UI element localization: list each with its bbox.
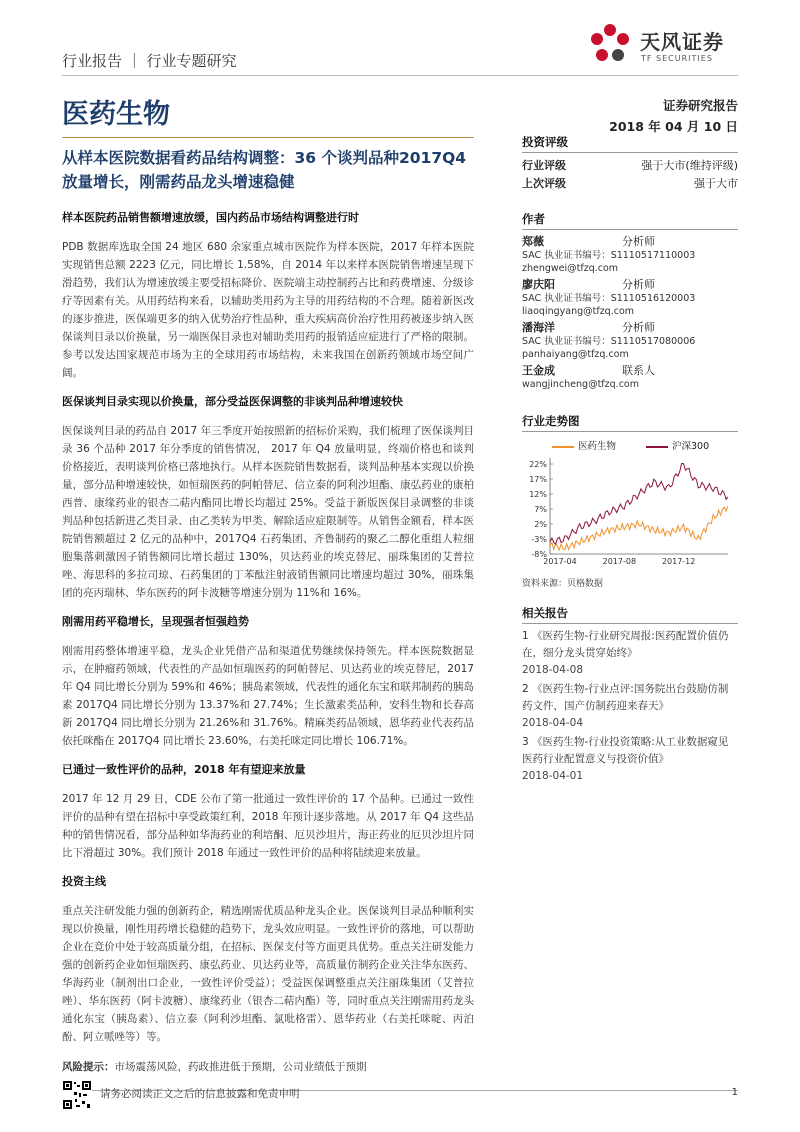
- section-heading: 已通过一致性评价的品种，2018 年有望迎来放量: [62, 763, 306, 776]
- sidebar: [522, 134, 738, 787]
- author-item: [522, 363, 738, 391]
- y-tick-label: -3%: [531, 535, 547, 544]
- section-heading: 医保谈判目录实现以价换量，部分受益医保调整的非谈判品种增速较快: [62, 395, 403, 408]
- author-role: 联系人: [622, 364, 655, 377]
- related-item[interactable]: 1 《医药生物-行业研究周报:医药配置价值仍在，细分龙头贯穿始终》: [522, 630, 729, 659]
- main-body: [62, 210, 474, 1088]
- y-tick-label: 12%: [529, 490, 547, 499]
- page-number: 1: [731, 1087, 738, 1098]
- y-tick-label: 7%: [534, 505, 547, 514]
- related-title: 相关报告: [522, 605, 738, 624]
- trend-chart: [522, 438, 738, 589]
- section-heading: 刚需用药平稳增长，呈现强者恒强趋势: [62, 615, 249, 628]
- section-heading: 投资主线: [62, 875, 106, 888]
- author-email[interactable]: panhaiyang@tfzq.com: [522, 349, 629, 360]
- rating-key: 上次评级: [522, 177, 566, 190]
- sector-title: 医药生物: [62, 99, 170, 130]
- section-paragraph: PDB 数据库选取全国 24 地区 680 余家重点城市医院作为样本医院，2017 年样本医院实现销售总额 2223 亿元，同比增长 1.58%，自 2014 年以来样本医院销售增速呈现下滑趋势，我们认为增速放缓主要受招标降价、医院端主动控制药占比和药费增速、分级诊疗等因素有关。从用药结构来看，以辅助类用药为主导的用药结构的不合理。随着新医改的逐步推进，医保端更多的纳入优势治疗性品种，重大疾病高价治疗性用药被逐步纳入医保谈判目录以价换量，另一端医保目录也对辅助类用药的报销适应症进行了严格的限制。参考以发达国家规范市场为主的全球用药市场结构，未来我国在创新药领域市场空间广阔。: [62, 241, 474, 379]
- series-line-1: [550, 464, 728, 545]
- rating-title: 投资评级: [522, 134, 738, 153]
- y-tick-label: 2%: [534, 520, 547, 529]
- author-cert: SAC 执业证书编号：S1110517110003: [522, 250, 696, 261]
- author-role: 分析师: [622, 321, 655, 334]
- risk-text: 市场震荡风险，药政推进低于预期，公司业绩低于预期: [114, 1061, 367, 1073]
- risk-label: 风险提示：: [62, 1061, 115, 1073]
- y-tick-label: 22%: [529, 460, 547, 469]
- section-paragraph: 2017 年 12 月 29 日，CDE 公布了第一批通过一致性评价的 17 个品种。已通过一致性评价的品种有望在招标中享受政策红利，2018 年预计逐步落地。从 2017 年 Q4 这些品种的销售情况看，部分品种如华海药业的利培酮、厄贝沙坦片，海正药业的厄贝沙坦片同比下滑超过 30%。我们预计 2018 年通过一致性评价的品种将陆续迎来放量。: [62, 793, 474, 859]
- report-category: 行业报告 ｜ 行业专题研究: [62, 52, 237, 70]
- author-item: [522, 277, 738, 318]
- risk-note: [62, 1058, 474, 1076]
- header-divider: [62, 75, 738, 76]
- related-list: [522, 628, 738, 785]
- author-item: [522, 320, 738, 361]
- report-title: 从样本医院数据看药品结构调整：36 个谈判品种2017Q4 放量增长，刚需药品龙头增速稳健: [62, 149, 467, 191]
- logo-subtext: TF SECURITIES: [641, 54, 713, 63]
- related-date: 2018-04-01: [522, 770, 584, 782]
- logo-text: 天风证券: [640, 30, 724, 54]
- legend-item: 医药生物: [552, 438, 616, 452]
- x-tick-label: 2017-12: [661, 557, 696, 566]
- rating-key: 行业评级: [522, 159, 566, 172]
- section-paragraph: 医保谈判目录的药品自 2017 年三季度开始按照新的招标价采购，我们梳理了医保谈判目录 36 个品种 2017 年分季度的销售情况， 2017 年 Q4 放量明显，终端价格也和谈判价格接近，表明谈判价格已落地执行。从样本医院销售数据看，谈判品种基本实现以价换量，部分品种增速较快，如恒瑞医药的阿帕替尼、信立泰的阿利沙坦酯、康弘药业的康柏西普、康缘药业的银杏二萜内酯同比增长均超过 25%。受益于新版医保目录调整的非谈判品种包括新进乙类目录、由乙类转为甲类、解除适应症限制等。从销售金额看，样本医院销售额超过 2 亿元的品种中，2017Q4 石药集团、齐鲁制药的聚乙二醇化重组人粒细胞集落刺激因子销售额同比增长超过 130%，贝达药业的埃克替尼、丽珠集团的艾普拉唑、海思科的多拉司琼、石药集团的丁苯酞注射液销售额同比增速均超过 30%，丽珠集团的亮丙瑞林、华东医药的阿卡波糖等增速分别为 11%和 16%。: [62, 425, 474, 599]
- rating-value: 强于大市(维持评级): [641, 159, 738, 172]
- disclaimer: 请务必阅读正文之后的信息披露和免责申明: [100, 1088, 300, 1100]
- rating-row: [522, 175, 738, 193]
- chart-legend: [522, 438, 738, 452]
- author-cert: SAC 执业证书编号：S1110516120003: [522, 293, 696, 304]
- series-line-0: [550, 506, 728, 550]
- chart-source: 资料来源：贝格数据: [522, 579, 604, 589]
- author-email[interactable]: wangjincheng@tfzq.com: [522, 379, 639, 390]
- section-paragraph: 刚需用药整体增速平稳，龙头企业凭借产品和渠道优势继续保持领先。样本医院数据显示，在肿瘤药领域，代表性的产品如恒瑞医药的阿帕替尼、贝达药业的埃克替尼，2017 年 Q4 同比增长分别为 59%和 46%；胰岛素领域，代表性的通化东宝和联邦制药的胰岛素 2017Q4 同比增长分别为 13.37%和 27.74%；生长激素类品种，安科生物和长春高新 2017Q4 同比增长分别为 21.26%和 31.76%。精麻类药品领域，恩华药业代表药品依托咪酯在 2017Q4 同比增长 23.60%，右美托咪定同比增长 106.71%。: [62, 645, 474, 747]
- related-date: 2018-04-08: [522, 664, 584, 676]
- author-name: 廖庆阳: [522, 278, 555, 291]
- related-item[interactable]: 3 《医药生物-行业投资策略:从工业数据窥见医药行业配置意义与投资价值》: [522, 736, 729, 765]
- author-cert: SAC 执业证书编号：S1110517080006: [522, 336, 696, 347]
- legend-item: 沪深300: [646, 438, 709, 452]
- section-heading: 样本医院药品销售额增速放缓，国内药品市场结构调整进行时: [62, 211, 359, 224]
- rating-row: [522, 157, 738, 175]
- title-divider: [62, 137, 474, 138]
- related-item[interactable]: 2 《医药生物-行业点评:国务院出台鼓励仿制药文件，国产仿制药迎来春天》: [522, 683, 729, 712]
- chart-title: 行业走势图: [522, 413, 738, 432]
- x-tick-label: 2017-08: [602, 557, 637, 566]
- qr-code-icon: [62, 1080, 92, 1110]
- author-role: 分析师: [622, 235, 655, 248]
- trend-chart-svg: [522, 454, 738, 570]
- y-tick-label: -8%: [531, 550, 547, 559]
- author-name: 潘海洋: [522, 321, 555, 334]
- x-tick-label: 2017-04: [543, 557, 577, 566]
- author-name: 王金成: [522, 364, 555, 377]
- author-item: [522, 234, 738, 275]
- section-paragraph: 重点关注研发能力强的创新药企，精选刚需优质品种龙头企业。医保谈判目录品种顺利实现以价换量，刚性用药增长稳健的趋势下，龙头效应明显。一致性评价的落地，可以帮助企业在竞价中处于较高质量分组，在招标、医保支付等方面更具优势。重点关注研发能力强的创新药企业如恒瑞医药、康弘药业、贝达药业等，高质量仿制药企业关注华东医药、华海药业（制剂出口企业，一致性评价受益）；受益医保调整重点关注丽珠集团（艾普拉唑）、华东医药（阿卡波糖）、康缘药业（银杏二萜内酯）等，同时重点关注刚需用药龙头通化东宝（胰岛素）、信立泰（阿利沙坦酯、氯吡格雷）、恩华药业（右美托咪啶、丙泊酚、阿立哌唑等）等。: [62, 905, 474, 1043]
- related-date: 2018-04-04: [522, 717, 584, 729]
- author-name: 郑薇: [522, 235, 544, 248]
- author-role: 分析师: [622, 278, 655, 291]
- report-type: 证券研究报告: [662, 98, 738, 113]
- report-date: 2018 年 04 月 10 日: [609, 119, 738, 134]
- authors-title: 作者: [522, 211, 738, 230]
- rating-value: 强于大市: [694, 177, 738, 190]
- author-email[interactable]: liaoqingyang@tfzq.com: [522, 306, 635, 317]
- author-email[interactable]: zhengwei@tfzq.com: [522, 263, 619, 274]
- y-tick-label: 17%: [529, 475, 547, 484]
